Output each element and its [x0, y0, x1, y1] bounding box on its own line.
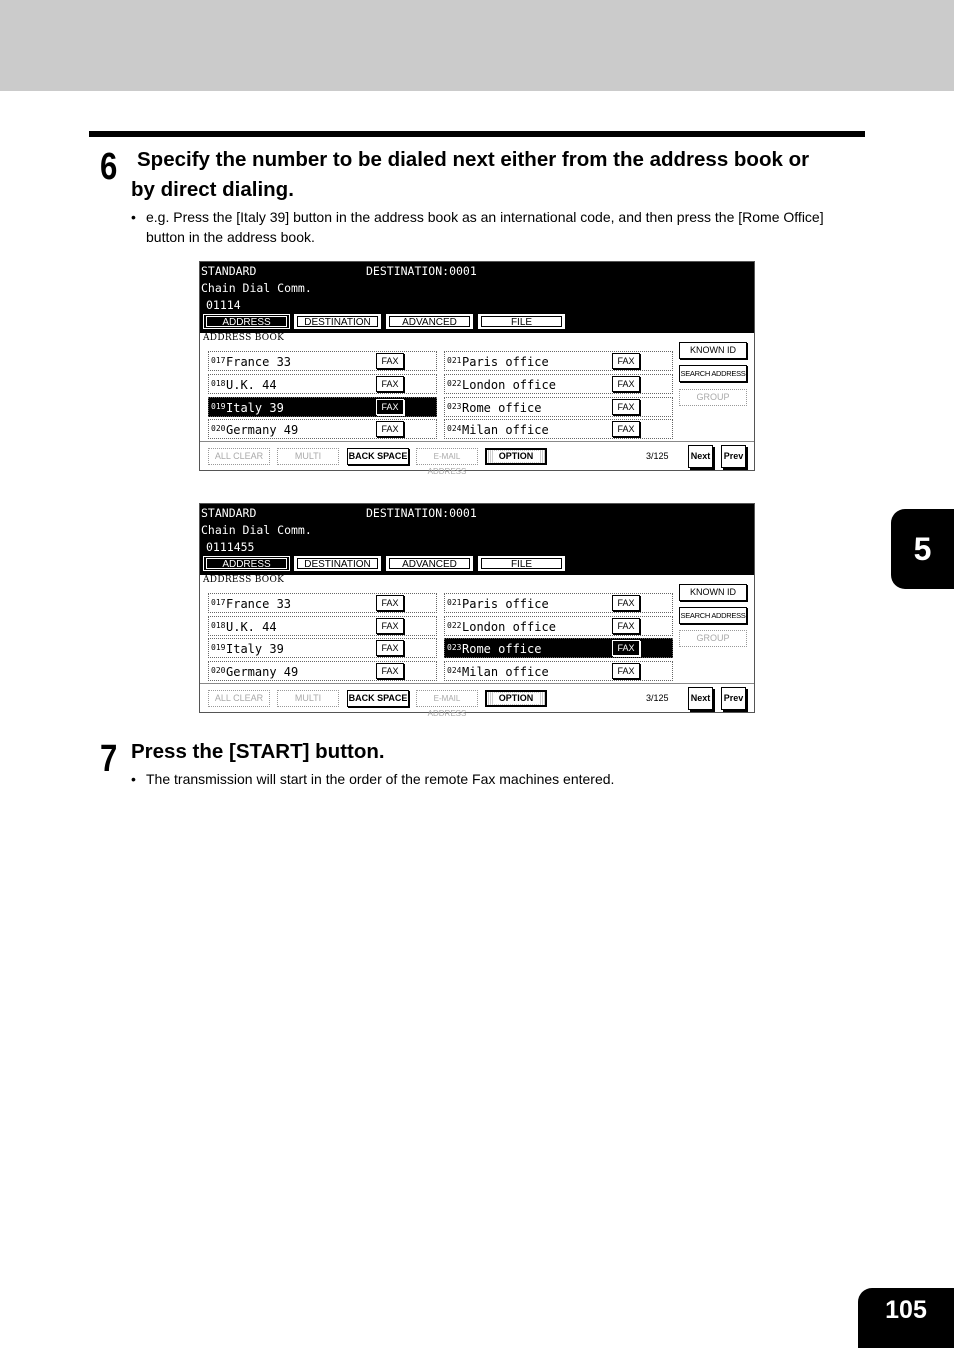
fax-icon: FAX	[612, 399, 640, 415]
back-space-button[interactable]: BACK SPACE	[347, 448, 409, 465]
panel-divider	[200, 683, 754, 684]
address-entry[interactable]: 019 Italy 39 FAX	[208, 638, 437, 658]
address-entry[interactable]: 024 Milan office FAX	[444, 661, 673, 681]
page-counter: 3/125	[646, 451, 669, 461]
address-entry[interactable]: 020 Germany 49 FAX	[208, 419, 437, 439]
step-6-title-line1: Specify the number to be dialed next either from the address book or	[137, 148, 810, 171]
fax-icon: FAX	[376, 399, 404, 415]
address-book-label: ADDRESS BOOK	[203, 333, 285, 343]
fax-icon: FAX	[376, 353, 404, 369]
dialed-number: 0111455	[206, 540, 255, 554]
multi-button[interactable]: MULTI	[277, 448, 339, 465]
all-clear-button[interactable]: ALL CLEAR	[208, 448, 270, 465]
address-entry[interactable]: 022 London office FAX	[444, 616, 673, 636]
mode-label: STANDARD	[201, 264, 257, 278]
tab-file[interactable]: FILE	[478, 314, 565, 329]
dialed-number: 01114	[206, 298, 241, 312]
fax-icon: FAX	[612, 421, 640, 437]
destination-count: DESTINATION:0001	[366, 506, 477, 520]
panel-status-area	[200, 504, 754, 575]
email-address-button: E-MAIL ADDRESS	[416, 448, 478, 465]
address-entry[interactable]: 022 London office FAX	[444, 374, 673, 394]
address-entry[interactable]: 021 Paris office FAX	[444, 351, 673, 371]
fax-icon: FAX	[376, 663, 404, 679]
known-id-button[interactable]: KNOWN ID	[679, 342, 747, 359]
tab-destination[interactable]: DESTINATION	[294, 314, 381, 329]
address-entry-selected[interactable]: 023 Rome office FAX	[444, 638, 673, 658]
known-id-button[interactable]: KNOWN ID	[679, 584, 747, 601]
fax-icon: FAX	[612, 663, 640, 679]
group-button: GROUP	[679, 389, 747, 406]
step-7-number: 7	[100, 738, 118, 780]
chapter-tab: 5	[891, 509, 954, 589]
header-band	[0, 0, 954, 91]
comm-mode-line: Chain Dial Comm.	[201, 523, 312, 537]
step-7-title: Press the [START] button.	[131, 740, 385, 763]
prev-button[interactable]: Prev	[721, 445, 746, 468]
fax-icon: FAX	[376, 376, 404, 392]
mode-label: STANDARD	[201, 506, 257, 520]
comm-mode-line: Chain Dial Comm.	[201, 281, 312, 295]
fax-icon: FAX	[376, 618, 404, 634]
destination-count: DESTINATION:0001	[366, 264, 477, 278]
tab-address[interactable]: ADDRESS	[203, 556, 290, 571]
step-7-bullet	[131, 770, 831, 790]
option-button[interactable]: OPTION	[485, 448, 547, 465]
touch-panel-1	[199, 261, 755, 476]
tab-address[interactable]: ADDRESS	[203, 314, 290, 329]
panel-divider	[200, 441, 754, 442]
tab-advanced[interactable]: ADVANCED	[386, 556, 473, 571]
back-space-button[interactable]: BACK SPACE	[347, 690, 409, 707]
page-number: 105	[858, 1288, 954, 1348]
step-6-number: 6	[100, 146, 118, 188]
fax-icon: FAX	[376, 640, 404, 656]
section-rule	[89, 131, 865, 137]
step-6-bullet-line1: e.g. Press the [Italy 39] button in the address book as an international code, and then press the [Rome Office]	[146, 209, 824, 225]
fax-icon: FAX	[612, 640, 640, 656]
fax-icon: FAX	[376, 421, 404, 437]
email-address-button: E-MAIL ADDRESS	[416, 690, 478, 707]
bullet-dot: •	[131, 771, 136, 787]
fax-icon: FAX	[612, 353, 640, 369]
all-clear-button[interactable]: ALL CLEAR	[208, 690, 270, 707]
fax-icon: FAX	[376, 595, 404, 611]
option-button[interactable]: OPTION	[485, 690, 547, 707]
address-entry[interactable]: 017 France 33 FAX	[208, 593, 437, 613]
search-address-button[interactable]: SEARCH ADDRESS	[679, 365, 747, 382]
next-button[interactable]: Next	[688, 687, 713, 710]
page-counter: 3/125	[646, 693, 669, 703]
address-entry[interactable]: 018 U.K. 44 FAX	[208, 374, 437, 394]
step-6-bullet	[131, 208, 871, 248]
panel-status-area	[200, 262, 754, 333]
bullet-dot: •	[131, 209, 136, 225]
fax-icon: FAX	[612, 618, 640, 634]
address-entry[interactable]: 020 Germany 49 FAX	[208, 661, 437, 681]
address-entry[interactable]: 021 Paris office FAX	[444, 593, 673, 613]
search-address-button[interactable]: SEARCH ADDRESS	[679, 607, 747, 624]
address-book-label: ADDRESS BOOK	[203, 575, 285, 585]
step-7-bullet-text: The transmission will start in the order of the remote Fax machines entered.	[146, 771, 615, 787]
step-6-title-line2: by direct dialing.	[131, 178, 294, 201]
address-entry-selected[interactable]: 019 Italy 39 FAX	[208, 397, 437, 417]
fax-icon: FAX	[612, 376, 640, 392]
step-6-bullet-line2: button in the address book.	[146, 228, 315, 245]
tab-advanced[interactable]: ADVANCED	[386, 314, 473, 329]
prev-button[interactable]: Prev	[721, 687, 746, 710]
address-entry[interactable]: 024 Milan office FAX	[444, 419, 673, 439]
multi-button[interactable]: MULTI	[277, 690, 339, 707]
address-entry[interactable]: 018 U.K. 44 FAX	[208, 616, 437, 636]
tab-destination[interactable]: DESTINATION	[294, 556, 381, 571]
next-button[interactable]: Next	[688, 445, 713, 468]
address-entry[interactable]: 023 Rome office FAX	[444, 397, 673, 417]
fax-icon: FAX	[612, 595, 640, 611]
group-button: GROUP	[679, 630, 747, 647]
address-entry[interactable]: 017 France 33 FAX	[208, 351, 437, 371]
tab-file[interactable]: FILE	[478, 556, 565, 571]
touch-panel-2	[199, 503, 755, 718]
